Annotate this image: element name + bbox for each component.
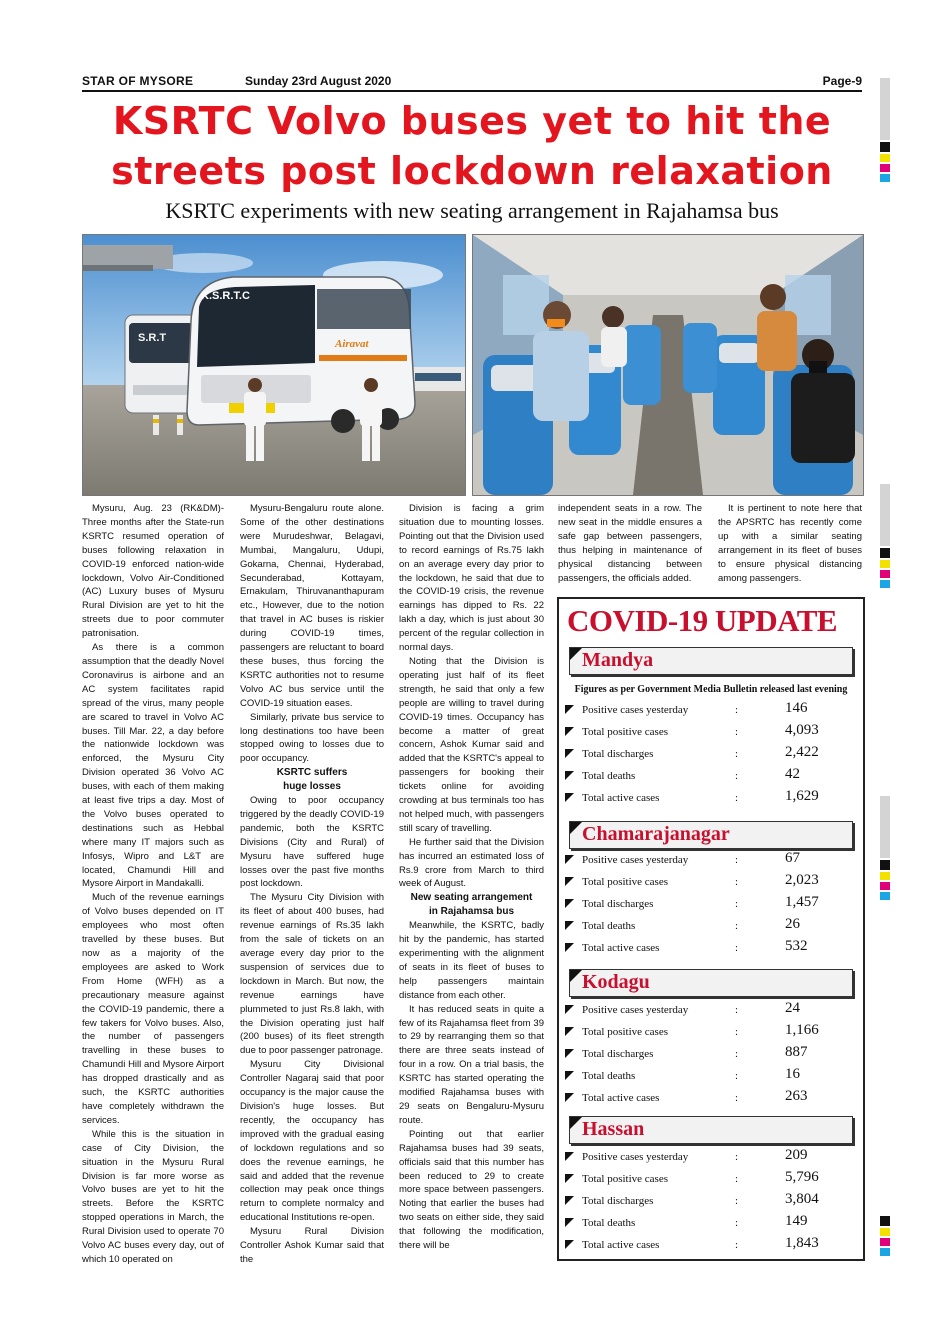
registration-mark-black <box>880 860 890 870</box>
stat-row <box>565 1213 855 1233</box>
stat-colon: : <box>735 726 739 738</box>
bullet-triangle-icon <box>565 1093 574 1102</box>
article-paragraph: Mysuru City Divisional Controller Nagaraj said that poor occupancy is the major cause the Division's huge losses. But recently, the occupancy has improved with the gradual easing of lockdown regulations and so does the revenue earnings, he said and added that the revenue collection may peak once things return to complete normalcy and educational Institutions re-open. <box>240 1059 384 1224</box>
triangle-icon <box>570 970 582 982</box>
stat-colon: : <box>735 1217 739 1229</box>
photo-bus-interior <box>472 234 864 496</box>
registration-mark-cyan <box>880 1248 890 1256</box>
article-subheading-line-2: in Rajahamsa bus <box>428 906 515 918</box>
stat-value: 24 <box>785 1000 800 1016</box>
stat-value: 2,023 <box>785 872 819 888</box>
stat-value: 146 <box>785 700 808 716</box>
article-paragraph: Meanwhile, the KSRTC, badly hit by the pandemic, has started experimenting with the alignment of seats in its fleet of buses to help passengers maintain distance from each other. <box>399 920 544 1001</box>
stat-row <box>565 1147 855 1167</box>
covid-update-box <box>557 597 865 1261</box>
stat-colon: : <box>735 1173 739 1185</box>
stat-row <box>565 744 855 764</box>
stat-value: 5,796 <box>785 1169 819 1185</box>
stat-label: Total discharges <box>582 1048 654 1060</box>
article-subheading-line-1: New seating arrangement <box>410 892 533 904</box>
stat-colon: : <box>735 876 739 888</box>
district-name: Hassan <box>582 1118 645 1140</box>
photo-volvo-buses <box>82 234 466 496</box>
registration-mark-cyan <box>880 580 890 588</box>
stat-colon: : <box>735 1026 739 1038</box>
stat-row <box>565 916 855 936</box>
stat-row <box>565 894 855 914</box>
bullet-triangle-icon <box>565 1005 574 1014</box>
stat-row <box>565 722 855 742</box>
district-name: Kodagu <box>582 971 650 993</box>
stat-label: Total active cases <box>582 942 660 954</box>
subheadline: KSRTC experiments with new seating arrangement in Rajahamsa bus <box>165 198 779 223</box>
district-header-kodagu <box>569 969 853 997</box>
stat-colon: : <box>735 1070 739 1082</box>
headline-line-1: KSRTC Volvo buses yet to hit the <box>112 99 832 143</box>
stat-label: Total positive cases <box>582 1173 668 1185</box>
bullet-triangle-icon <box>565 1071 574 1080</box>
stat-label: Total active cases <box>582 1239 660 1251</box>
registration-mark-yellow <box>880 560 890 568</box>
bullet-triangle-icon <box>565 855 574 864</box>
stat-value: 2,422 <box>785 744 819 760</box>
registration-mark-cyan <box>880 892 890 900</box>
article-paragraph: Pointing out that earlier Rajahamsa buses had 39 seats, officials said that this number has been reduced to 29 to create more space between passengers. Noting that earlier the buses had two seats on either side, they said that following the modification, there will be <box>399 1128 544 1252</box>
stat-row <box>565 1191 855 1211</box>
bullet-triangle-icon <box>565 877 574 886</box>
stat-row <box>565 872 855 892</box>
stat-value: 16 <box>785 1066 800 1082</box>
stat-colon: : <box>735 1004 739 1016</box>
stat-row <box>565 938 855 958</box>
issue-date: Sunday 23rd August 2020 <box>245 74 392 88</box>
stat-label: Total positive cases <box>582 726 668 738</box>
article-paragraph: Owing to poor occupancy triggered by the deadly COVID-19 pandemic, both the KSRTC Divisions (City and Rural) of Mysuru have suffered huge losses over the past five months post lockdown. <box>240 795 384 890</box>
article-paragraph: While this is the situation in case of City Division, the situation in the Mysuru Rural Division is far more worse as Volvo buses are yet to hit the streets. Before the KSRTC stopped operations in March, the Rural Division used to operate 70 Volvo AC buses every day, out of which 10 operated on <box>82 1128 224 1265</box>
article-paragraph: Mysuru, Aug. 23 (RK&DM)- Three months after the State-run KSRTC resumed operation of buses following relaxation in COVID-19 enforced nation-wide lockdown, Volvo Air-Conditioned (AC) Luxury buses of Mysuru Rural Division are yet to hit the streets due to poor commuter patronisation. <box>82 503 224 640</box>
publication-name: STAR OF MYSORE <box>82 74 194 88</box>
stat-row <box>565 1088 855 1108</box>
article-paragraph: He further said that the Division has incurred an estimated loss of Rs.9 crore from March to third week of August. <box>399 836 544 890</box>
bullet-triangle-icon <box>565 705 574 714</box>
bullet-triangle-icon <box>565 899 574 908</box>
stat-label: Total positive cases <box>582 876 668 888</box>
stat-row <box>565 1066 855 1086</box>
stat-value: 263 <box>785 1088 808 1104</box>
stat-value: 1,843 <box>785 1235 819 1251</box>
registration-mark-grey <box>880 484 890 546</box>
bulletin-note: Figures as per Government Media Bulletin released last evening <box>574 684 848 695</box>
article-paragraph: Similarly, private bus service to long destinations too have been stopped owing to losses due to poor occupancy. <box>240 711 384 765</box>
bullet-triangle-icon <box>565 1218 574 1227</box>
bullet-triangle-icon <box>565 943 574 952</box>
headline-line-2: streets post lockdown relaxation <box>111 149 833 193</box>
stat-value: 42 <box>785 766 800 782</box>
back-bus-sign: S.R.T <box>138 332 167 344</box>
article-column-1 <box>82 502 224 1267</box>
stat-value: 67 <box>785 850 800 866</box>
stat-value: 532 <box>785 938 808 954</box>
stat-label: Total discharges <box>582 748 654 760</box>
stat-row <box>565 1169 855 1189</box>
district-header-chamarajanagar <box>569 821 853 849</box>
registration-mark-yellow <box>880 1228 890 1236</box>
bullet-triangle-icon <box>565 1174 574 1183</box>
bullet-triangle-icon <box>565 1027 574 1036</box>
district-name: Mandya <box>582 649 654 671</box>
stat-label: Total positive cases <box>582 1026 668 1038</box>
article-paragraph: Noting that the Division is operating just half of its fleet strength, he said that only a few people are willing to travel during COVID-19 times. Occupancy has become a matter of great concern, Ashok Kumar said and added that the KSRTC's appeal to passengers for booking their tickets online for avoiding crowding at bus terminals too has not helped much, with passengers still scary of travelling. <box>399 655 544 834</box>
stat-colon: : <box>735 770 739 782</box>
stat-colon: : <box>735 1151 739 1163</box>
stat-colon: : <box>735 942 739 954</box>
bullet-triangle-icon <box>565 749 574 758</box>
registration-mark-yellow <box>880 154 890 162</box>
bullet-triangle-icon <box>565 1152 574 1161</box>
stat-colon: : <box>735 898 739 910</box>
registration-mark-black <box>880 142 890 152</box>
registration-mark-grey <box>880 78 890 140</box>
article-column-3 <box>399 502 544 1253</box>
stat-label: Positive cases yesterday <box>582 704 689 716</box>
article-subheading-line-1: KSRTC suffers <box>276 767 348 779</box>
stat-colon: : <box>735 1239 739 1251</box>
registration-mark-magenta <box>880 570 890 578</box>
bus-decal-text: Airavat <box>335 338 369 350</box>
article-column-5 <box>718 502 862 585</box>
article-column-4 <box>558 502 702 585</box>
header-rule <box>82 90 862 92</box>
bullet-triangle-icon <box>565 727 574 736</box>
article-subheading-line-2: huge losses <box>283 781 341 793</box>
registration-mark-grey <box>880 796 890 858</box>
bullet-triangle-icon <box>565 793 574 802</box>
stat-label: Total active cases <box>582 792 660 804</box>
bullet-triangle-icon <box>565 921 574 930</box>
stat-value: 26 <box>785 916 800 932</box>
stat-colon: : <box>735 1195 739 1207</box>
bullet-triangle-icon <box>565 771 574 780</box>
front-bus-sign: K.S.R.T.C <box>201 290 250 302</box>
article-paragraph: It is pertinent to note here that the APSRTC has recently come up with a similar seating arrangement in its fleet of buses to ensure physical distancing among passengers. <box>718 503 862 584</box>
bullet-triangle-icon <box>565 1196 574 1205</box>
stat-value: 1,629 <box>785 788 819 804</box>
stat-value: 3,804 <box>785 1191 819 1207</box>
registration-mark-magenta <box>880 1238 890 1246</box>
article-paragraph: As there is a common assumption that the deadly Novel Coronavirus is airbone and an AC system facilitates rapid spread of the virus, many people are scared to travel in Volvo AC buses. Till Mar. 22, a day before the nationwide lockdown was enforced, the Mysuru City Division operated 36 Volvo AC buses, with each of them making at least five trips a day. Most of the Volvo buses operated to destinations such as Hebbal where many IT majors such as Infosys, Wipro and L&T are located, Chamundi Hill and Mysore Airport in Mandakalli. <box>82 642 224 890</box>
stat-value: 887 <box>785 1044 808 1060</box>
stat-colon: : <box>735 704 739 716</box>
stat-row <box>565 850 855 870</box>
registration-mark-yellow <box>880 872 890 880</box>
stat-row <box>565 1022 855 1042</box>
stat-label: Total discharges <box>582 898 654 910</box>
triangle-icon <box>570 822 582 834</box>
stat-colon: : <box>735 1048 739 1060</box>
stat-value: 1,166 <box>785 1022 819 1038</box>
bus-interior-illustration <box>473 235 863 495</box>
stat-colon: : <box>735 920 739 932</box>
stat-row <box>565 700 855 720</box>
stat-colon: : <box>735 748 739 760</box>
stat-colon: : <box>735 1092 739 1104</box>
district-name: Chamarajanagar <box>582 823 730 845</box>
bullet-triangle-icon <box>565 1049 574 1058</box>
article-paragraph: independent seats in a row. The new seat in the middle ensures a safe gap between passengers, thus helping in maintenance of physical distancing between passengers, the officials added. <box>558 503 702 584</box>
article-paragraph: Mysuru-Bengaluru route alone. Some of the other destinations were Murudeshwar, Belagavi, Mumbai, Mangaluru, Udupi, Gokarna, Chennai, Hyderabad, Secunderabad, Kottayam, Ernakulam, Thiruvananthapuram etc., However, due to the notion that travel in AC buses is riskier during COVID-19 times, passengers are reluctant to board these buses, thus forcing the KSRTC authorities not to resume Volvo AC bus service until the COVID-19 situation eases. <box>240 503 384 709</box>
stat-colon: : <box>735 854 739 866</box>
stat-row <box>565 766 855 786</box>
article-column-2 <box>240 502 384 1267</box>
stat-label: Total deaths <box>582 1217 636 1229</box>
covid-update-title: COVID-19 UPDATE <box>567 603 838 638</box>
district-header-hassan <box>569 1116 853 1144</box>
registration-mark-cyan <box>880 174 890 182</box>
stat-label: Total deaths <box>582 920 636 932</box>
triangle-icon <box>570 648 582 660</box>
stat-value: 1,457 <box>785 894 819 910</box>
district-header-mandya <box>569 647 853 675</box>
stat-colon: : <box>735 792 739 804</box>
stat-label: Total deaths <box>582 770 636 782</box>
registration-mark-magenta <box>880 882 890 890</box>
stat-label: Total active cases <box>582 1092 660 1104</box>
triangle-icon <box>570 1117 582 1129</box>
stat-value: 4,093 <box>785 722 819 738</box>
stat-row <box>565 788 855 808</box>
page-number: Page-9 <box>822 74 862 88</box>
stat-label: Positive cases yesterday <box>582 1151 689 1163</box>
stat-row <box>565 1044 855 1064</box>
article-paragraph: Mysuru Rural Division Controller Ashok Kumar said that the <box>240 1226 384 1265</box>
article-paragraph: Division is facing a grim situation due to mounting losses. Pointing out that the Division used to record earnings of Rs.75 lakh on an average every day prior to the lockdown, he said that due to the COVID-19 crisis, the revenue earnings has dipped to Rs. 22 lakh a day, which is just about 30 percent of the regular collection in normal days. <box>399 503 544 654</box>
stat-label: Positive cases yesterday <box>582 1004 689 1016</box>
registration-mark-magenta <box>880 164 890 172</box>
stat-label: Positive cases yesterday <box>582 854 689 866</box>
volvo-bus-illustration <box>83 235 465 495</box>
stat-value: 209 <box>785 1147 808 1163</box>
stat-label: Total discharges <box>582 1195 654 1207</box>
stat-row <box>565 1000 855 1020</box>
stat-value: 149 <box>785 1213 808 1229</box>
stat-row <box>565 1235 855 1255</box>
article-paragraph: Much of the revenue earnings of Volvo buses depended on IT employees who most often travelled by these buses. But now as a majority of the employees are asked to Work From Home (WFH) as a precautionary measure against the COVID-19 pandemic, there a few takers for Volvo buses. Also, the number of passengers travelling in these buses to Chamundi Hill and Mysore Airport has dropped drastically and as such, the KSRTC authorities have completely withdrawn the services. <box>82 892 224 1126</box>
registration-mark-black <box>880 548 890 558</box>
registration-mark-black <box>880 1216 890 1226</box>
article-paragraph: It has reduced seats in quite a few of its Rajahamsa fleet from 39 to 29 by rearranging them so that there are three seats instead of four in a row. On a trial basis, the KSRTC has started operating the modified Rajahamsa buses with 29 seats on Bengaluru-Mysuru route. <box>399 1003 544 1126</box>
article-paragraph: The Mysuru City Division with its fleet of about 400 buses, had revenue earnings of Rs.35 lakh from the sale of tickets on an average every day prior to the suspension of services due to lockdown in March. But now, the revenue earnings have plummeted to just Rs.8 lakh, with the Division operating just half (200 buses) of its fleet strength due to poor passenger patronage. <box>240 892 384 1057</box>
stat-label: Total deaths <box>582 1070 636 1082</box>
bullet-triangle-icon <box>565 1240 574 1249</box>
